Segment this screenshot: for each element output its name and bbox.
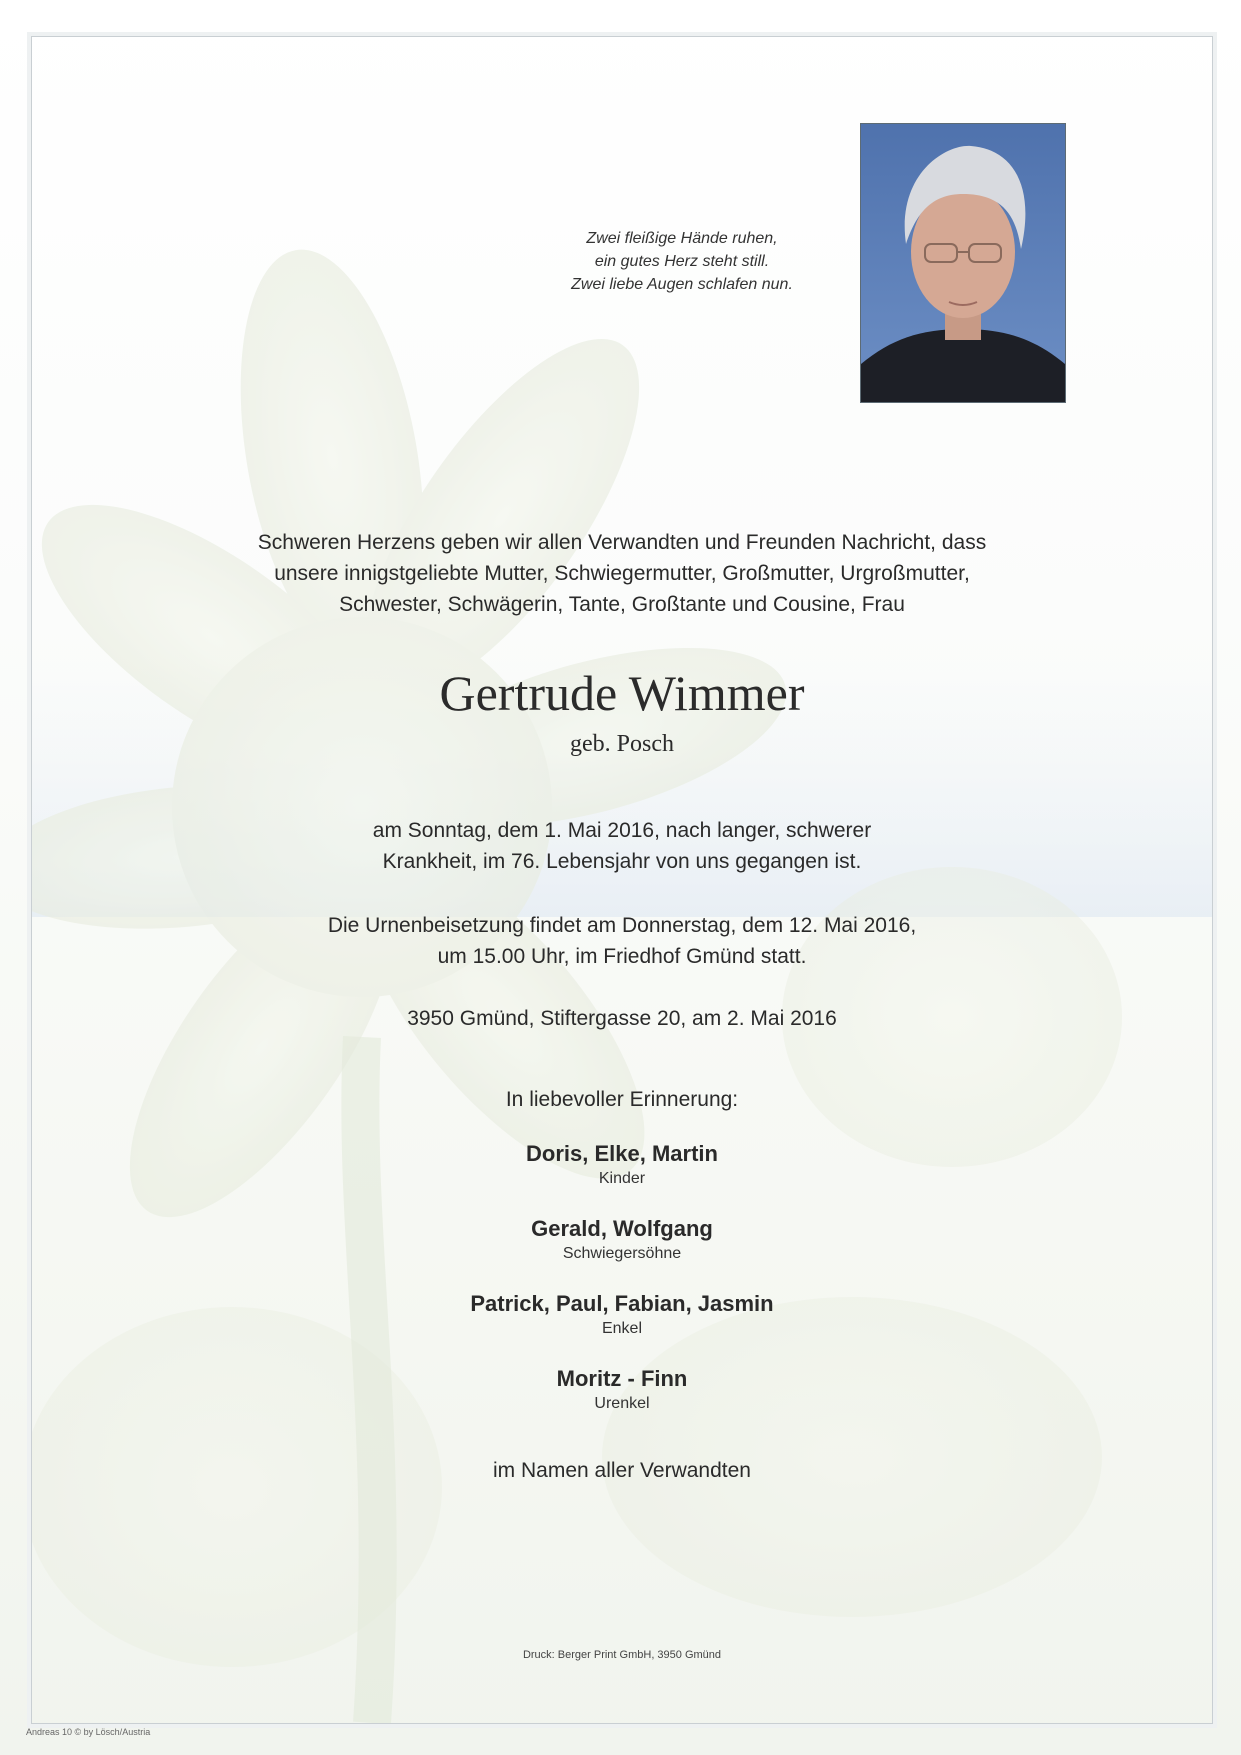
- poem-line: ein gutes Herz steht still.: [594, 253, 770, 270]
- memory-heading: In liebevoller Erinnerung:: [505, 1088, 739, 1111]
- mourner-group: [32, 1365, 1212, 1440]
- announcement-line: unsere innigstgeliebte Mutter, Schwiegermutter, Großmutter, Urgroßmutter,: [274, 562, 970, 585]
- mourner-role: Schwiegersöhne: [562, 1245, 682, 1262]
- mourner-group: [32, 1140, 1212, 1215]
- passing-line: am Sonntag, dem 1. Mai 2016, nach langer, schwerer: [372, 819, 872, 842]
- passing-line: Krankheit, im 76. Lebensjahr von uns gegangen ist.: [382, 850, 862, 873]
- mourner-names: Doris, Elke, Martin: [526, 1141, 718, 1166]
- deceased-name: Gertrude Wimmer: [439, 665, 805, 721]
- poem-line: Zwei liebe Augen schlafen nun.: [571, 276, 793, 293]
- closing-line: im Namen aller Verwandten: [493, 1459, 751, 1482]
- portrait-photo: [860, 123, 1066, 403]
- mourners-list: [32, 1140, 1212, 1440]
- mourner-group: [32, 1290, 1212, 1365]
- mourner-role: Kinder: [598, 1170, 646, 1187]
- announcement-line: Schwester, Schwägerin, Tante, Großtante und Cousine, Frau: [339, 593, 905, 616]
- mourner-names: Moritz - Finn: [556, 1366, 688, 1391]
- announcement-text: [32, 527, 1212, 620]
- mourner-names: Gerald, Wolfgang: [531, 1216, 713, 1241]
- memorial-poem: [492, 227, 872, 296]
- printer-imprint: Druck: Berger Print GmbH, 3950 Gmünd: [522, 1649, 722, 1661]
- obituary-frame: [31, 36, 1213, 1724]
- birth-name: geb. Posch: [570, 731, 674, 757]
- template-credit: Andreas 10 © by Lösch/Austria: [26, 1727, 151, 1737]
- announcement-line: Schweren Herzens geben wir allen Verwandten und Freunden Nachricht, dass: [257, 531, 987, 554]
- place-and-date: 3950 Gmünd, Stiftergasse 20, am 2. Mai 2016: [407, 1007, 837, 1030]
- mourner-names: Patrick, Paul, Fabian, Jasmin: [470, 1291, 774, 1316]
- funeral-line: Die Urnenbeisetzung findet am Donnerstag, dem 12. Mai 2016,: [327, 914, 917, 937]
- mourner-role: Enkel: [601, 1320, 643, 1337]
- poem-line: Zwei fleißige Hände ruhen,: [586, 230, 778, 247]
- mourner-role: Urenkel: [594, 1395, 650, 1412]
- passing-text: [32, 815, 1212, 877]
- mourner-group: [32, 1215, 1212, 1290]
- funeral-line: um 15.00 Uhr, im Friedhof Gmünd statt.: [437, 945, 807, 968]
- funeral-details: [32, 910, 1212, 972]
